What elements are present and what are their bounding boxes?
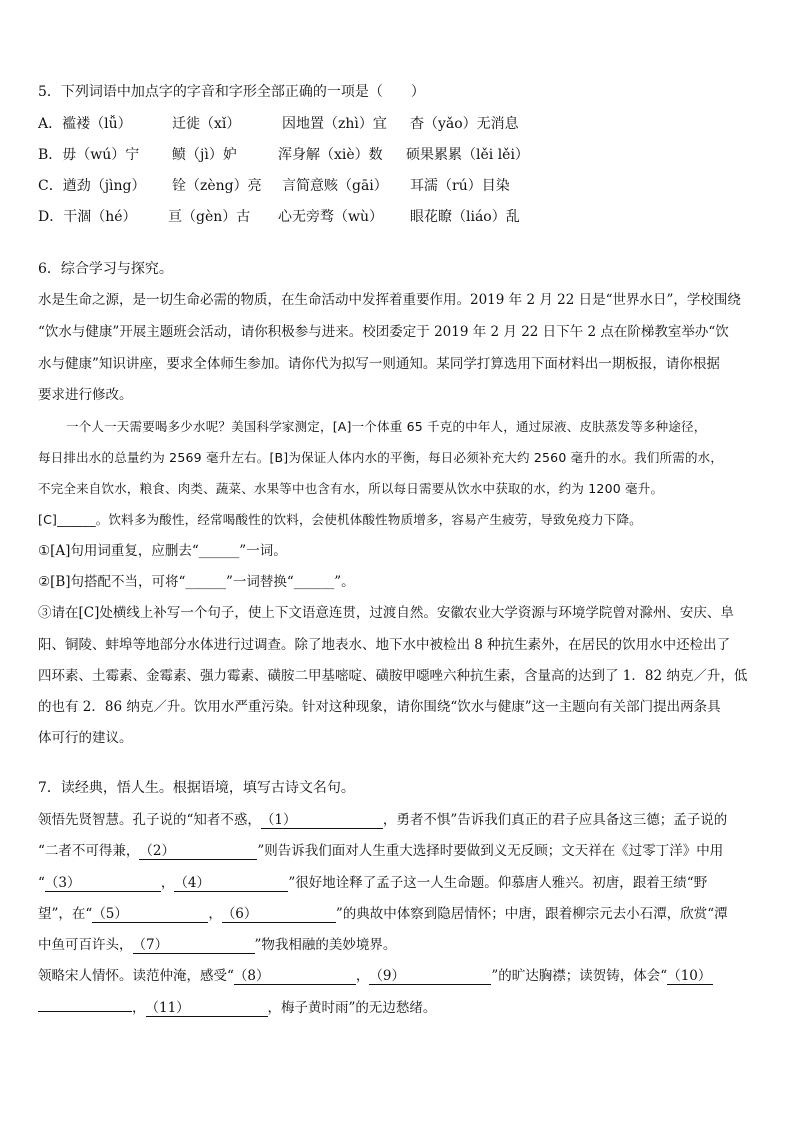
blank-5[interactable]: （5） [92,906,208,923]
option-d-word-1: D．干涸（hé） [38,209,137,225]
q7-line-4 [38,904,728,924]
q7-line-6 [38,966,713,986]
blank-6[interactable]: （6） [222,906,336,923]
q7-title: 7．读经典，悟人生。根据语境，填写古诗文名句。 [38,780,355,796]
q7-text: ， [132,1000,146,1016]
option-a-word-3: 因地置（zhì）宜 [282,116,387,132]
reading-line-1: 一个人一天需要喝多少水呢？美国科学家测定，[A]一个体重 65 千克的中年人，通过尿液、皮肤蒸发等多种途径， [66,419,707,434]
option-b-word-2: 鲼（jì）妒 [172,147,237,163]
q7-text: ， [160,875,175,891]
q6-sub-question-3-line-5: 体可行的建议。 [38,730,133,746]
option-b-word-4: 硕果累累（lěi lěi） [406,147,529,163]
q6-sub-question-3-line-2: 阳、铜陵、蚌埠等地部分水体进行过调查。除了地表水、地下水中被检出 8 种抗生素外，在居民的饮用水中还检出了 [38,637,731,653]
q5-option-a [0,114,794,134]
q7-text: 中鱼可百许头， [38,937,133,953]
blank-2[interactable]: （2） [139,843,257,860]
option-b-word-1: B．毋（wú）宁 [38,147,140,163]
q6-sub-question-3-line-1: ③请在[C]处横线上补写一个句子，使上下文语意连贯，过渡自然。安徽农业大学资源与环境学院曾对滁州、安庆、阜 [38,605,734,621]
blank-8[interactable]: （8） [234,968,356,985]
option-c-word-4: 耳濡（rú）目染 [410,178,510,194]
reading-line-4: [C]______。饮料多为酸性，经常喝酸性的饮料，会使机体酸性物质增多，容易产生疲劳，导致免疫力下降。 [38,512,642,527]
option-a-word-1: A．褴褛（lǚ） [38,116,132,132]
blank-3[interactable]: （3） [45,875,161,892]
q7-text: ”的典故中体察到隐居情怀；中唐，跟着柳宗元去小石潭，欣赏“潭 [335,906,728,922]
option-c-word-1: C．遒劲（jìng） [38,178,146,194]
q6-intro-line-2: “饮水与健康”开展主题班会活动，请你积极参与进来。校团委定于 2019 年 2 月 22 日下午 2 点在阶梯教室举办“饮 [38,324,729,340]
q6-sub-question-1: ①[A]句用词重复，应删去“______”一词。 [38,543,287,559]
q7-line-2 [38,841,723,861]
q5-option-b [0,145,794,165]
q7-text: ， [208,906,222,922]
option-c-word-3: 言简意赅（gāi） [282,178,388,194]
q7-line-5 [38,935,396,955]
q7-text: ”则告诉我们面对人生重大选择时要做到义无反顾；文天祥在《过零丁洋》中用 [257,843,724,859]
option-c-word-2: 铨（zèng）亮 [172,178,262,194]
q6-sub-question-3-line-4: 的也有 2．86 纳克／升。饮用水严重污染。针对这种现象，请你围绕“饮水与健康”这一主题向有关部门提出两条具 [38,699,721,715]
q7-text: ”很好地诠释了孟子这一人生命题。仰慕唐人雅兴。初唐，跟着王绩“野 [288,875,708,891]
q7-text: ，梅子黄时雨”的无边愁绪。 [267,1000,437,1016]
q5-option-c [0,176,794,196]
option-a-word-2: 迁徙（xǐ） [172,116,241,132]
q7-text: 领略宋人情怀。读范仲淹，感受“ [38,968,234,984]
blank-7[interactable]: （7） [133,937,255,954]
q6-sub-question-3-line-3: 四环素、土霉素、金霉素、强力霉素、磺胺二甲基嘧啶、磺胺甲噁唑六种抗生素，含量高的达到了 1．82 纳克／升，低 [38,668,748,684]
option-d-word-4: 眼花瞭（liáo）乱 [410,209,520,225]
q6-intro-line-4: 要求进行修改。 [38,387,133,403]
q7-text: ，勇者不惧”告诉我们真正的君子应具备这三德；孟子说的 [382,812,728,828]
blank-11[interactable]: （11） [146,1000,268,1017]
q6-intro-line-1: 水是生命之源，是一切生命必需的物质，在生命活动中发挥着重要作用。2019 年 2 月 22 日是“世界水日”，学校围绕 [38,292,741,308]
q5-option-d [0,207,794,227]
blank-4[interactable]: （4） [174,875,288,892]
q7-line-7 [38,998,436,1018]
option-d-word-3: 心无旁骛（wù） [278,209,383,225]
q5-stem: 5．下列词语中加点字的字音和字形全部正确的一项是（ ） [38,84,425,100]
q7-text: ”的旷达胸襟；读贺铸，体会“ [491,968,668,984]
q6-intro-line-3: 水与健康”知识讲座，要求全体师生参加。请你代为拟写一则通知。某同学打算选用下面材料出一期板报，请你根据 [38,356,720,372]
option-d-word-2: 亘（gèn）古 [168,209,251,225]
q7-text: “ [38,875,45,891]
option-b-word-3: 浑身解（xiè）数 [278,147,383,163]
q6-sub-question-2: ②[B]句搭配不当，可将“______”一词替换“______”。 [38,574,355,590]
blank-9[interactable]: （9） [369,968,491,985]
q7-text: ”物我相融的美妙境界。 [254,937,397,953]
blank-1[interactable]: （1） [261,812,383,829]
q7-text: 领悟先贤智慧。孔子说的“知者不惑， [38,812,261,828]
reading-line-3: 不完全来自饮水，粮食、肉类、蔬菜、水果等中也含有水，所以每日需要从饮水中获取的水，约为 1200 毫升。 [38,481,664,496]
q7-text: “二者不可得兼， [38,843,140,859]
q6-title: 6．综合学习与探究。 [38,261,173,277]
q7-text: ， [355,968,370,984]
q7-line-3 [38,873,707,893]
q7-line-1 [38,810,727,830]
blank-10-continued[interactable] [38,1011,132,1012]
option-a-word-4: 杳（yǎo）无消息 [410,116,519,132]
blank-10[interactable]: （10） [667,968,712,984]
reading-line-2: 每日排出水的总量约为 2569 毫升左右。[B]为保证人体内水的平衡，每日必须补充大约 2560 毫升的水。我们所需的水， [38,450,724,465]
q7-text: 望”，在“ [38,906,93,922]
